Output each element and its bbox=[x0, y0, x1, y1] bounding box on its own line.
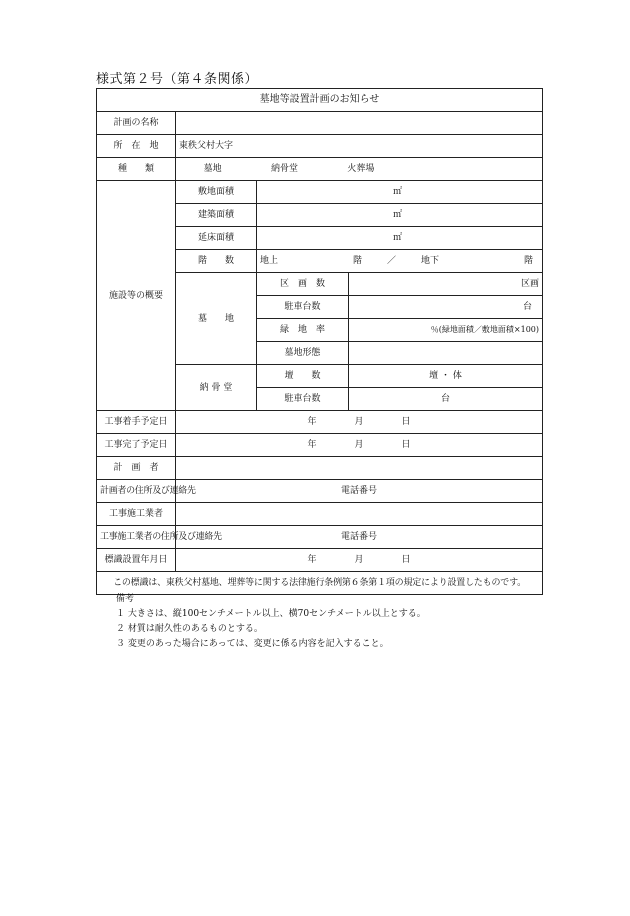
type-options[interactable] bbox=[176, 158, 543, 181]
remarks-title: 備考 bbox=[116, 594, 135, 604]
below-floor-unit: 階 bbox=[524, 256, 534, 266]
contractor-phone[interactable]: 電話番号 bbox=[176, 526, 543, 549]
building-area-label: 建築面積 bbox=[176, 204, 257, 227]
remarks-section bbox=[116, 592, 426, 652]
above-floor-unit: 階 bbox=[353, 256, 363, 266]
type-label: 種 類 bbox=[97, 158, 176, 181]
lots-value[interactable]: 区画 bbox=[349, 273, 543, 296]
remark-item: ２ 材質は耐久性のあるものとする。 bbox=[116, 624, 263, 634]
type-option-cemetery[interactable]: 墓地 bbox=[203, 164, 222, 174]
sign-date-value[interactable] bbox=[176, 549, 543, 572]
parking-value[interactable]: 台 bbox=[349, 296, 543, 319]
sign-year-unit: 年 bbox=[307, 555, 317, 565]
end-date-value[interactable] bbox=[176, 434, 543, 457]
below-ground-label: 地下 bbox=[421, 256, 440, 266]
start-month-unit: 月 bbox=[354, 417, 364, 427]
start-year-unit: 年 bbox=[307, 417, 317, 427]
planner-contact-label: 計画者の住所及び連絡先 bbox=[97, 480, 176, 503]
above-ground-label: 地上 bbox=[260, 256, 279, 266]
green-ratio-value[interactable]: ％(緑地面積／敷地面積×100) bbox=[349, 319, 543, 342]
start-day-unit: 日 bbox=[401, 417, 411, 427]
remark-item: ３ 変更のあった場合にあっては、変更に係る内容を記入すること。 bbox=[116, 639, 389, 649]
ossuary-parking-label: 駐車台数 bbox=[257, 388, 349, 411]
notice-form-table bbox=[96, 88, 543, 595]
remark-item: １ 大きさは、縦100センチメートル以上、横70センチメートル以上とする。 bbox=[116, 609, 426, 619]
parking-label: 駐車台数 bbox=[257, 296, 349, 319]
start-date-label: 工事着手予定日 bbox=[97, 411, 176, 434]
type-option-ossuary[interactable]: 納骨堂 bbox=[270, 164, 298, 174]
sign-month-unit: 月 bbox=[354, 555, 364, 565]
cemetery-form-label: 墓地形態 bbox=[257, 342, 349, 365]
floors-label: 階 数 bbox=[176, 250, 257, 273]
end-date-label: 工事完了予定日 bbox=[97, 434, 176, 457]
sign-day-unit: 日 bbox=[401, 555, 411, 565]
cemetery-label: 墓 地 bbox=[176, 273, 257, 365]
location-label: 所 在 地 bbox=[97, 135, 176, 158]
floor-area-value[interactable]: ㎡ bbox=[257, 227, 543, 250]
facility-label: 施設等の概要 bbox=[97, 181, 176, 411]
sign-date-label: 標識設置年月日 bbox=[97, 549, 176, 572]
type-option-crematorium[interactable]: 火葬場 bbox=[347, 164, 375, 174]
floors-value[interactable] bbox=[257, 250, 543, 273]
building-area-value[interactable]: ㎡ bbox=[257, 204, 543, 227]
end-year-unit: 年 bbox=[307, 440, 317, 450]
end-month-unit: 月 bbox=[354, 440, 364, 450]
altars-label: 壇 数 bbox=[257, 365, 349, 388]
end-day-unit: 日 bbox=[401, 440, 411, 450]
plan-name-value[interactable] bbox=[176, 112, 543, 135]
start-date-value[interactable] bbox=[176, 411, 543, 434]
planner-phone[interactable]: 電話番号 bbox=[176, 480, 543, 503]
planner-label: 計 画 者 bbox=[97, 457, 176, 480]
location-value[interactable]: 東秩父村大字 bbox=[176, 135, 543, 158]
floor-area-label: 延床面積 bbox=[176, 227, 257, 250]
floor-separator: ／ bbox=[387, 256, 397, 266]
notice-statement: この標識は、東秩父村墓地、埋葬等に関する法律施行条例第６条第１項の規定により設置したものです。 bbox=[97, 572, 543, 595]
contractor-label: 工事施工業者 bbox=[97, 503, 176, 526]
altars-value[interactable]: 壇 ・ 体 bbox=[349, 365, 543, 388]
contractor-value[interactable] bbox=[176, 503, 543, 526]
ossuary-parking-value[interactable]: 台 bbox=[349, 388, 543, 411]
planner-value[interactable] bbox=[176, 457, 543, 480]
contractor-contact-label: 工事施工業者の住所及び連絡先 bbox=[97, 526, 176, 549]
ossuary-label: 納 骨 堂 bbox=[176, 365, 257, 411]
form-title: 墓地等設置計画のお知らせ bbox=[97, 89, 543, 112]
lots-label: 区 画 数 bbox=[257, 273, 349, 296]
plan-name-label: 計画の名称 bbox=[97, 112, 176, 135]
cemetery-form-value[interactable] bbox=[349, 342, 543, 365]
site-area-label: 敷地面積 bbox=[176, 181, 257, 204]
green-ratio-label: 緑 地 率 bbox=[257, 319, 349, 342]
site-area-value[interactable]: ㎡ bbox=[257, 181, 543, 204]
form-number: 様式第２号（第４条関係） bbox=[96, 72, 259, 87]
